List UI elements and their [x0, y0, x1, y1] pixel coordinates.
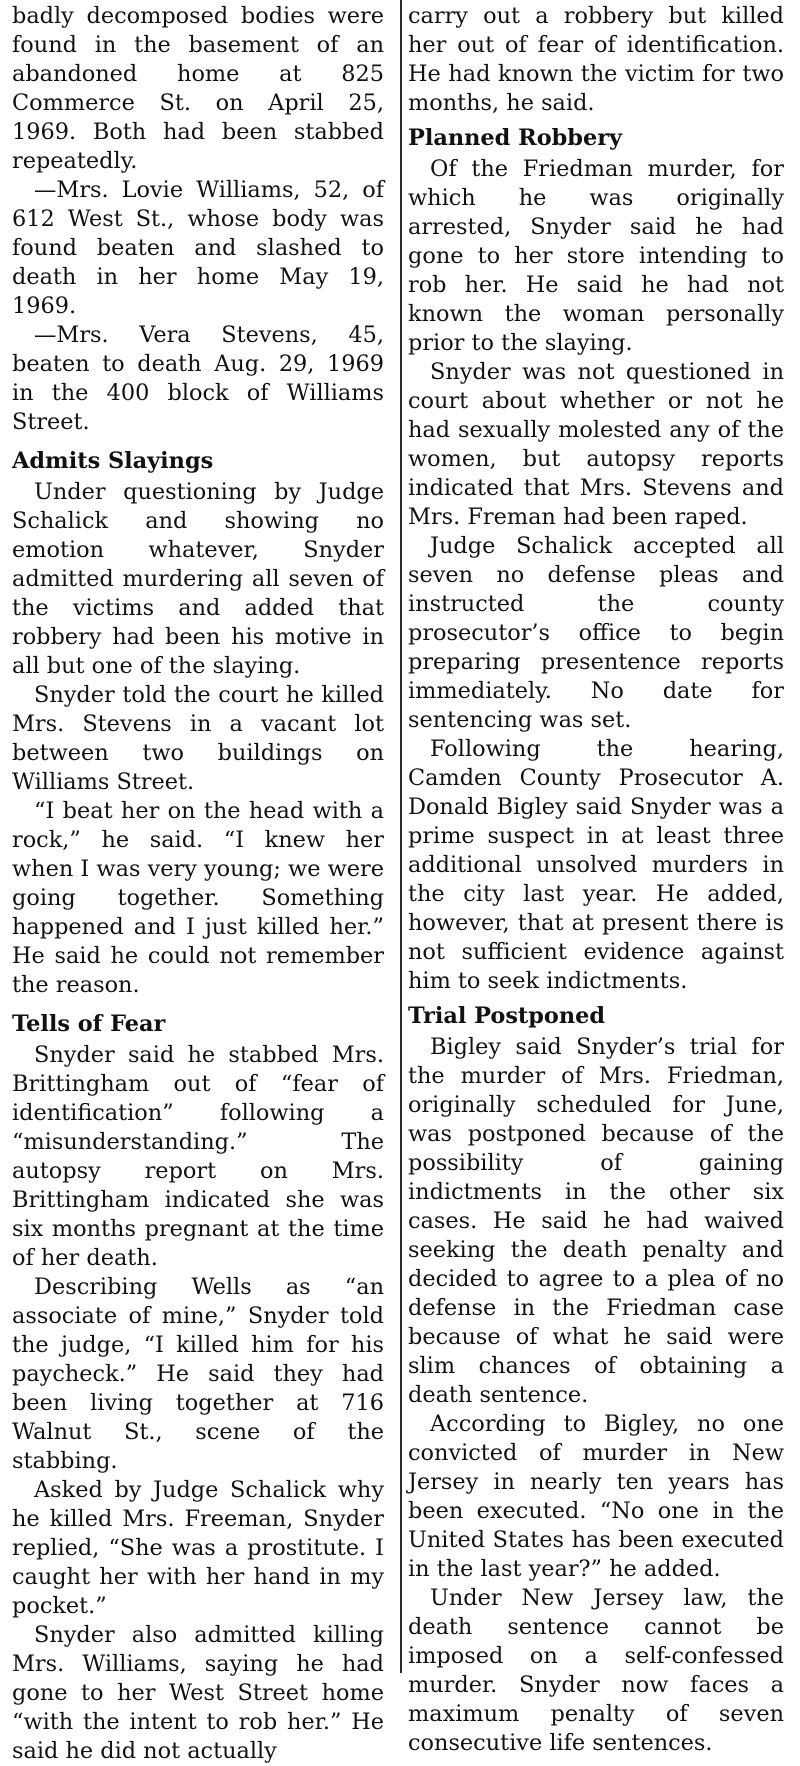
article-paragraph: Asked by Judge Schalick why he killed Mrs. Freeman, Snyder replied, “She was a prostitute. I caught her with her hand in my pocket.”: [12, 1477, 384, 1619]
article-paragraph: Snyder also admitted killing Mrs. Williams, saying he had gone to her West Street home “with the intent to rob her.” He said he did not actually: [12, 1622, 384, 1764]
article-paragraph: Snyder said he stabbed Mrs. Brittingham out of “fear of identification” following a “misunderstanding.” The autopsy report on Mrs. Brittingham indicated she was six months pregnant at the time of her death.: [12, 1042, 384, 1271]
victim-williams-paragraph: —Mrs. Lovie Williams, 52, of 612 West St., whose body was found beaten and slashed to death in her home May 19, 1969.: [12, 177, 384, 319]
article-paragraph: According to Bigley, no one convicted of murder in New Jersey in nearly ten years has been executed. “No one in the United States has been executed in the last year?” he added.: [408, 1411, 784, 1582]
subhead-admits-slayings: Admits Slayings: [12, 448, 214, 474]
article-paragraph: Under New Jersey law, the death sentence cannot be imposed on a self-confessed murder. Snyder now faces a maximum penalty of seven consecutive life sentences.: [408, 1585, 784, 1756]
article-paragraph: Under questioning by Judge Schalick and showing no emotion whatever, Snyder admitted murdering all seven of the victims and added that robbery had been his motive in all but one of the slaying.: [12, 479, 384, 679]
column-divider: [400, 0, 402, 1673]
article-paragraph: Snyder told the court he killed Mrs. Stevens in a vacant lot between two buildings on Williams Street.: [12, 682, 384, 795]
article-paragraph: Judge Schalick accepted all seven no defense pleas and instructed the county prosecutor’s office to begin preparing presentence reports immediately. No date for sentencing was set.: [408, 533, 784, 733]
article-paragraph: Snyder was not questioned in court about whether or not he had sexually molested any of the women, but autopsy reports indicated that Mrs. Stevens and Mrs. Freman had been raped.: [408, 359, 784, 530]
article-paragraph: Of the Friedman murder, for which he was originally arrested, Snyder said he had gone to her store intending to rob her. He said he had not known the woman personally prior to the slaying.: [408, 156, 784, 356]
article-paragraph: “I beat her on the head with a rock,” he said. “I knew her when I was very young; we were going together. Something happened and I just killed her.” He said he could not remember the reason.: [12, 798, 384, 998]
subhead-trial-postponed: Trial Postponed: [408, 1003, 606, 1029]
left-intro-paragraph: badly decomposed bodies were found in the basement of an abandoned home at 825 Commerce St. on April 25, 1969. Both had been stabbed repeatedly.: [12, 3, 384, 174]
article-paragraph: Bigley said Snyder’s trial for the murder of Mrs. Friedman, originally scheduled for June, was postponed because of the possibility of gaining indictments in the other six cases. He said he had waived seeking the death penalty and decided to agree to a plea of no defense in the Friedman case because of what he said were slim chances of obtaining a death sentence.: [408, 1034, 784, 1408]
right-column: [404, 0, 794, 1756]
subhead-tells-of-fear: Tells of Fear: [12, 1011, 166, 1037]
article-paragraph: Describing Wells as “an associate of mine,” Snyder told the judge, “I killed him for his paycheck.” He said they had been living together at 716 Walnut St., scene of the stabbing.: [12, 1274, 384, 1474]
subhead-planned-robbery: Planned Robbery: [408, 125, 623, 151]
victim-stevens-paragraph: —Mrs. Vera Stevens, 45, beaten to death Aug. 29, 1969 in the 400 block of Williams Street.: [12, 322, 384, 435]
left-column: [0, 0, 390, 1764]
right-intro-paragraph: carry out a robbery but killed her out of fear of identification. He had known the victim for two months, he said.: [408, 3, 784, 116]
article-paragraph: Following the hearing, Camden County Prosecutor A. Donald Bigley said Snyder was a prime suspect in at least three additional unsolved murders in the city last year. He added, however, that at present there is not sufficient evidence against him to seek indictments.: [408, 736, 784, 994]
